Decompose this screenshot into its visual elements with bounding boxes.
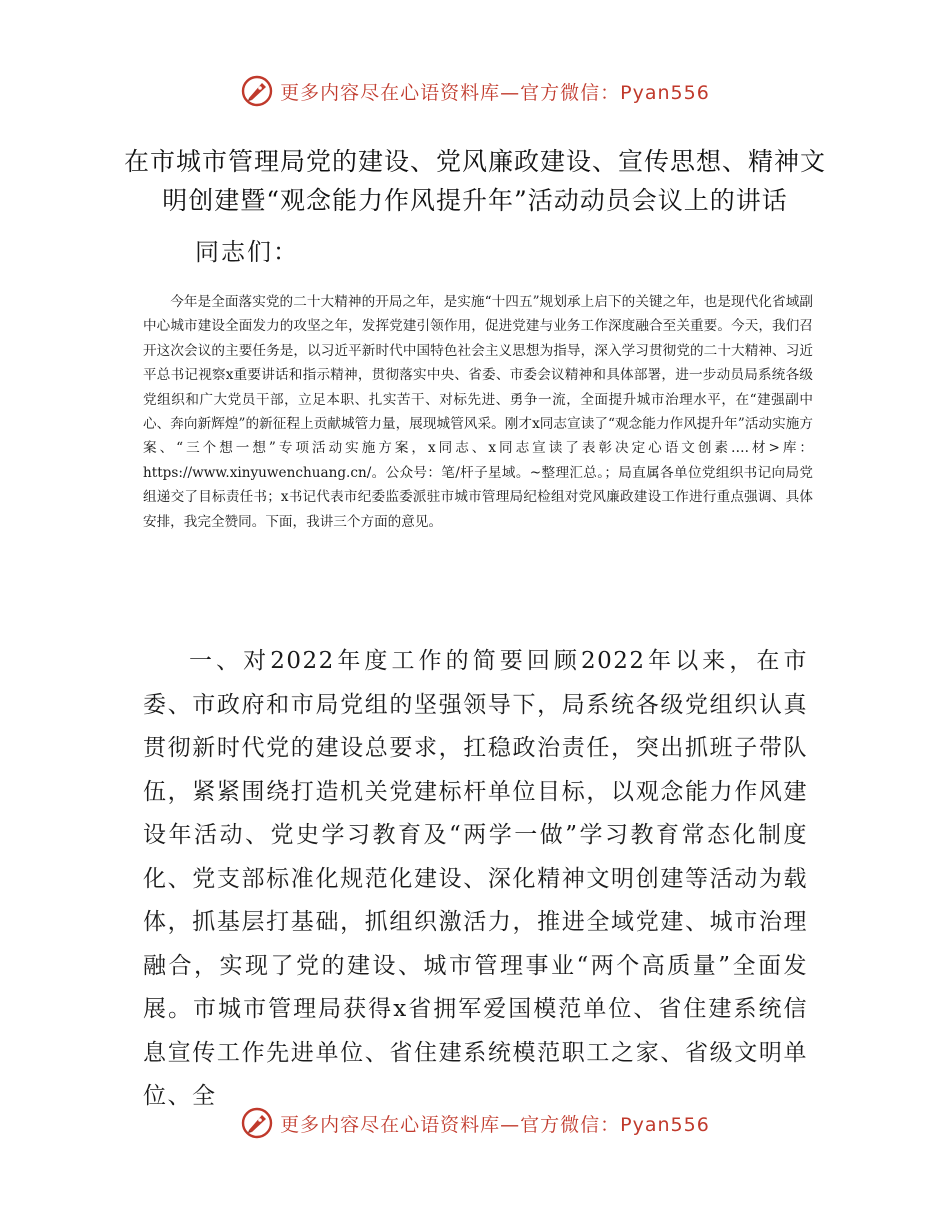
intro-paragraph: 今年是全面落实党的二十大精神的开局之年，是实施“十四五”规划承上启下的关键之年，也是现代化省域副中心城市建设全面发力的攻坚之年，发挥党建引领作用，促进党建与业务工作深度融合至关重要。今天，我们召开这次会议的主要任务是，以习近平新时代中国特色社会主义思想为指导，深入学习贯彻党的二十大精神、习近平总书记视察x重要讲话和指示精神，贯彻落实中央、省委、市委会议精神和具体部署，进一步动员局系统各级党组织和广大党员干部，立足本职、扎实苦干、对标先进、勇争一流，全面提升城市治理水平，在“建强副中心、奔向新辉煌”的新征程上贡献城管力量，展现城管风采。刚才x同志宣读了“观念能力作风提升年”活动实施方案、“三个想一想”专项活动实施方案，x同志、x同志宣读了表彰决定心语文创素….材>库：https://www.xinyuwenchuang.cn/。公众号：笔/杆子星域。~整理汇总。；局直属各单位党组织书记向局党组递交了目标责任书；x书记代表市纪委监委派驻市城市管理局纪检组对党风廉政建设工作进行重点强调、具体安排，我完全赞同。下面，我讲三个方面的意见。 <box>143 294 813 530</box>
pen-nib-icon <box>240 74 274 108</box>
section-one-paragraph: 一、对2022年度工作的简要回顾2022年以来，在市委、市政府和市局党组的坚强领导下，局系统各级党组织认真贯彻新时代党的建设总要求，扛稳政治责任，突出抓班子带队伍，紧紧围绕打造机关党建标杆单位目标，以观念能力作风建设年活动、党史学习教育及“两学一做”学习教育常态化制度化、党支部标准化规范化建设、深化精神文明创建等活动为载体，抓基层打基础，抓组织激活力，推进全域党建、城市治理融合，实现了党的建设、城市管理事业“两个高质量”全面发展。市城市管理局获得x省拥军爱国模范单位、省住建系统信息宣传工作先进单位、省住建系统模范职工之家、省级文明单位、全 <box>143 648 808 1109</box>
title-line-1: 在市城市管理局党的建设、党风廉政建设、宣传思想、精神文 <box>123 147 826 176</box>
document-title <box>100 142 850 220</box>
watermark-text: 更多内容尽在心语资料库—官方微信：Pyan556 <box>280 1113 710 1136</box>
title-line-2: 明创建暨“观念能力作风提升年”活动动员会议上的讲话 <box>162 186 788 215</box>
pen-nib-icon <box>240 1106 274 1140</box>
watermark-text: 更多内容尽在心语资料库—官方微信：Pyan556 <box>280 81 710 104</box>
watermark-banner-bottom <box>0 1098 950 1148</box>
watermark-banner-top <box>0 66 950 116</box>
salutation: 同志们： <box>195 238 299 266</box>
